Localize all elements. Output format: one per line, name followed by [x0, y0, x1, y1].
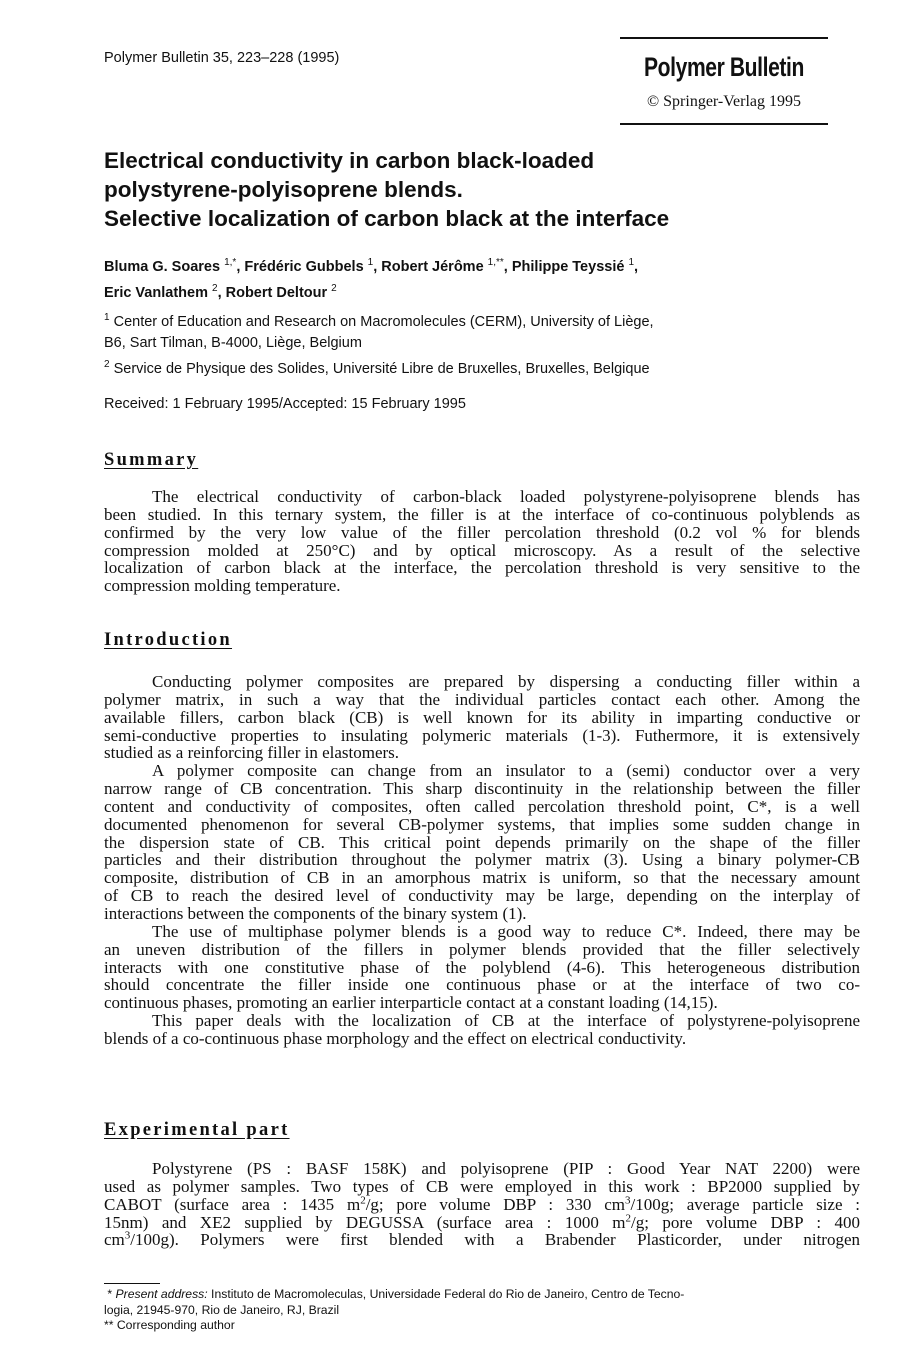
text-line: documented phenomenon for several CB-polymer systems, that implies some sudden change in [104, 814, 860, 834]
text-line: compression molding temperature. [104, 576, 341, 596]
footnotes [104, 1287, 684, 1334]
section-body [104, 1160, 860, 1249]
section-body [104, 673, 860, 1048]
affiliation-mark: 1 [104, 312, 110, 323]
footnote-text: Instituto de Macromoleculas, Universidade Federal do Rio de Janeiro, Centro de Tecno- [207, 1287, 685, 1301]
text-line: continuous phases, promoting an earlier interparticle contact at a constant loading (14,15). [104, 993, 718, 1013]
author-separator: , [503, 258, 512, 275]
author [104, 259, 244, 275]
footnote-present-address [104, 1287, 684, 1303]
section-heading: Introduction [104, 630, 233, 650]
text-segment: CABOT (surface area : 1435 m [104, 1194, 361, 1214]
text-line: The use of multiphase polymer blends is a good way to reduce C*. Indeed, there may be [152, 921, 860, 941]
text-line: composite, distribution of CB in an amorphous matrix is uniform, so that the necessary amount [104, 868, 860, 888]
header-rule-top [620, 37, 828, 39]
text-line [104, 1211, 861, 1232]
author [381, 259, 512, 275]
affiliation-mark: 2 [104, 358, 110, 370]
text-segment: /100g; average particle size : [630, 1194, 860, 1214]
footnote-text-continued: logia, 21945-970, Rio de Janeiro, RJ, Brazil [104, 1302, 340, 1317]
affiliations [104, 307, 654, 380]
superscript: 3 [624, 1194, 631, 1207]
author-line [104, 278, 638, 304]
author [104, 282, 226, 301]
author-separator: , [217, 284, 226, 301]
author-separator: , [634, 258, 639, 275]
text-line: of CB to reach the desired level of conductivity may be large, depending on the interplay of [104, 886, 860, 906]
affiliation-line [104, 333, 654, 354]
journal-name-logo: Polymer Bulletin [644, 52, 804, 82]
author [512, 259, 638, 275]
text-line: should concentrate the filler inside one continuous phase or at the interface of two co- [104, 975, 860, 995]
text-line: narrow range of CB concentration. This sharp discontinuity in the relationship between the filler [104, 779, 860, 799]
author-separator: , [373, 258, 382, 275]
author-affiliation-mark: 1,** [487, 257, 504, 268]
text-line: interacts with one constitutive phase of the polyblend (4-6). This heterogeneous distribution [104, 957, 860, 977]
text-line: The electrical conductivity of carbon-black loaded polystyrene-polyisoprene blends has [152, 487, 860, 506]
author-name: Robert Deltour [225, 284, 328, 301]
title-line: Electrical conductivity in carbon black-loaded [104, 148, 595, 173]
author-affiliation-mark: 2 [331, 282, 337, 294]
section-heading: Experimental part [104, 1120, 290, 1140]
title-line: polystyrene-polyisoprene blends. [104, 177, 463, 202]
footnote-corresponding-author: ** Corresponding author [104, 1318, 235, 1332]
text-segment: /g; pore volume DBP : 400 [631, 1212, 861, 1232]
author [244, 259, 381, 275]
author-line [104, 252, 638, 278]
author-affiliation-mark: 2 [212, 282, 218, 294]
journal-reference: Polymer Bulletin 35, 223–228 (1995) [104, 50, 340, 66]
text-line: an uneven distribution of the fillers in polymer blends provided that the filler selectively [104, 939, 860, 959]
author-name: Frédéric Gubbels [244, 258, 364, 275]
text-line: been studied. In this ternary system, the filler is at the interface of co-continuous polyblends as [104, 504, 860, 524]
text-line: content and conductivity of composites, often called percolation threshold point, C*, is a well [104, 796, 860, 816]
text-line: the dispersion state of CB. This critical point depends primarily on the shape of the filler [104, 832, 860, 852]
text-line: studied as a reinforcing filler in elastomers. [104, 743, 400, 763]
superscript: 2 [360, 1194, 366, 1207]
text-segment: 15nm) and XE2 supplied by DEGUSSA (surface area : 1000 m [104, 1212, 626, 1232]
text-segment: cm [104, 1230, 125, 1250]
text-line: This paper deals with the localization of CB at the interface of polystyrene-polyisoprene [152, 1011, 860, 1031]
author-affiliation-mark: 1 [628, 257, 635, 268]
text-line [104, 1196, 860, 1214]
superscript: 2 [625, 1211, 632, 1224]
author-separator: , [236, 258, 245, 275]
section-heading: Summary [104, 450, 199, 470]
text-line: semi-conductive properties to insulating polymeric materials (1-3). Futhermore, it is extensively [104, 725, 860, 745]
author-name: Philippe Teyssié [511, 258, 625, 275]
affiliation-line [104, 307, 654, 333]
text-line: Polystyrene (PS : BASF 158K) and polyisoprene (PIP : Good Year NAT 2200) were [152, 1159, 860, 1178]
text-line: available fillers, carbon black (CB) is well known for its ability in imparting conductive or [104, 707, 860, 727]
affiliation-line [104, 354, 654, 380]
affiliation-text: B6, Sart Tilman, B-4000, Liège, Belgium [104, 334, 362, 351]
text-line: polymer matrix, in such a way that the individual particles contact each other. Among the [104, 689, 860, 709]
paper-title [104, 146, 669, 233]
text-line: compression molded at 250°C) and by optical microscopy. As a result of the selective [104, 540, 860, 560]
text-segment: /g; pore volume DBP : 330 cm [365, 1194, 625, 1214]
author-name: Robert Jérôme [381, 258, 484, 275]
text-line: confirmed by the very low value of the filler percolation threshold (0.2 vol % for blends [104, 522, 860, 542]
text-line: A polymer composite can change from an insulator to a (semi) conductor over a very [152, 761, 860, 781]
author [225, 282, 337, 301]
author-affiliation-mark: 1,* [224, 257, 237, 268]
text-line: Conducting polymer composites are prepared by dispersing a conducting filler within a [152, 672, 860, 691]
author-name: Bluma G. Soares [104, 258, 221, 275]
text-line: particles and their distribution throughout the polymer matrix (3). Using a binary polymer-CB [104, 850, 860, 870]
superscript: 3 [124, 1229, 131, 1242]
text-line: used as polymer samples. Two types of CB were employed in this work : BP2000 supplied by [104, 1176, 860, 1196]
text-segment: /100g). Polymers were first blended with a Brabender Plasticorder, under nitrogen [130, 1230, 860, 1250]
author-name: Eric Vanlathem [104, 284, 208, 301]
text-line: localization of carbon black at the interface, the percolation threshold is very sensitive to the [104, 558, 860, 578]
publisher-copyright: © Springer-Verlag 1995 [646, 93, 802, 110]
section-body [104, 488, 860, 595]
footnote-rule [104, 1283, 160, 1284]
footnote-mark: * [107, 1287, 113, 1301]
header-rule-bottom [620, 123, 828, 125]
affiliation-text: Center of Education and Research on Macromolecules (CERM), University of Liège, [113, 313, 654, 330]
received-dates: Received: 1 February 1995/Accepted: 15 February 1995 [104, 396, 466, 412]
author-affiliation-mark: 1 [367, 257, 374, 268]
author-list [104, 252, 638, 304]
text-line [104, 1231, 860, 1249]
footnote-label: Present address: [115, 1287, 208, 1301]
text-line: blends of a co-continuous phase morphology and the effect on electrical conductivity. [104, 1028, 687, 1048]
affiliation-text: Service de Physique des Solides, Université Libre de Bruxelles, Bruxelles, Belgique [113, 360, 650, 377]
text-line: interactions between the components of the binary system (1). [104, 903, 527, 923]
title-line: Selective localization of carbon black at the interface [104, 206, 670, 231]
